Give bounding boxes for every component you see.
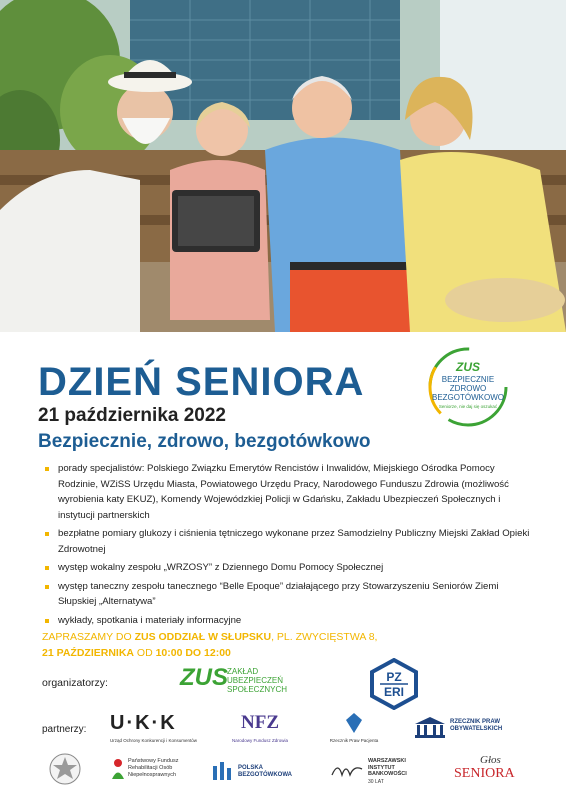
glos-seniora-logo	[454, 754, 524, 786]
zus-logo-mark: ZUS	[180, 664, 228, 691]
invite-text-1: ZAPRASZAMY DO	[42, 631, 135, 643]
zus-logo-name: ZAKŁAD UBEZPIECZEŃ SPOŁECZNYCH	[227, 667, 288, 694]
police-star-icon	[48, 752, 82, 786]
rpo-building-icon	[414, 716, 446, 738]
uokik-logo	[110, 712, 200, 746]
list-item: porady specjalistów: Polskiego Związku Emerytów Rencistów i Inwalidów, Miejskiego Ośrodka Pomocy Rodzinie, WZiSS Urzędu Miasta, Powiatowego Urzędu Pracy, Narodowego Funduszu Zdrowia (możliwość wyrobienia katy EKUZ), Komendy Wojewódzkiej Policji w Gdańsku, Zakładu Ubezpieczeń Społecznych i instytucji partnerskich	[42, 461, 532, 523]
list-item: wykłady, spotkania i materiały informacyjne	[42, 613, 532, 629]
rpp-logo	[326, 712, 382, 746]
pzeri-logo	[368, 658, 420, 715]
pfron-name: Państwowy Fundusz Rehabilitacji Osób Niepełnosprawnych	[128, 758, 179, 778]
invite-time: 10:00 DO 12:00	[155, 647, 231, 659]
polska-bezgotowkowa-logo	[212, 758, 302, 784]
rpo-name: RZECZNIK PRAW OBYWATELSKICH	[450, 719, 503, 732]
wib-signature-icon	[330, 759, 364, 781]
list-item: występ taneczny zespołu tanecznego “Belle Epoque” działającego przy Stowarzyszeniu Seniorów Ziemi Słupskiej „Alternatywa”	[42, 579, 532, 610]
invite-text-2: OD	[133, 647, 156, 659]
invite-date: 21 PAŹDZIERNIKA	[42, 647, 134, 659]
pb-name: POLSKA BEZGOTÓWKOWA	[238, 765, 292, 778]
pb-bars-icon	[212, 760, 234, 782]
invite-venue: ZUS ODDZIAŁ W SŁUPSKU	[134, 631, 272, 643]
badge-line-4: Seniorze, nie daj się oszukać	[438, 404, 498, 409]
list-item: bezpłatne pomiary glukozy i ciśnienia tętniczego wykonane przez Samodzielny Publiczny Miejski Zakład Opieki Zdrowotnej	[42, 526, 532, 557]
invitation	[42, 629, 522, 661]
hero-photo	[0, 0, 566, 332]
uokik-name: Urząd Ochrony Konkurencji i Konsumentów	[110, 738, 198, 743]
uokik-mark: U·K·K	[110, 712, 177, 734]
invite-address: , PL. ZWYCIĘSTWA 8,	[271, 631, 378, 643]
wib-name: WARSZAWSKI INSTYTUT BANKOWOŚCI	[368, 758, 407, 777]
pfron-emblem-icon	[110, 758, 126, 780]
event-date: 21 października 2022	[38, 405, 226, 426]
event-subtitle: Bezpiecznie, zdrowo, bezgotówkowo	[38, 431, 371, 452]
wib-years: 30 LAT	[368, 779, 384, 785]
program-list	[42, 461, 532, 631]
campaign-badge	[427, 346, 509, 428]
badge-line-1: BEZPIECZNIE	[441, 375, 495, 384]
pfron-logo	[110, 756, 210, 788]
list-item: występ wokalny zespołu „WRZOSY” z Dziennego Domu Pomocy Społecznej	[42, 560, 532, 576]
rpp-emblem-icon	[344, 712, 364, 734]
nfz-logo	[222, 712, 298, 746]
rpp-name: Rzecznik Praw Pacjenta	[329, 738, 379, 743]
partners-label: partnerzy:	[42, 724, 87, 735]
glos-bottom-text: SENIORA	[454, 766, 515, 781]
pzeri-top-text: PZ	[386, 670, 402, 684]
seniors-photo-illustration	[0, 0, 566, 332]
pzeri-bottom-text: ERI	[383, 685, 404, 699]
organizers-label: organizatorzy:	[42, 677, 108, 689]
rpo-logo	[414, 714, 534, 744]
badge-line-3: BEZGOTÓWKOWO	[432, 393, 504, 402]
badge-line-2: ZDROWO	[449, 384, 487, 393]
badge-brand: ZUS	[456, 360, 480, 374]
glos-top-text: Głos	[480, 754, 501, 766]
police-emblem	[48, 752, 82, 786]
nfz-mark: NFZ	[241, 712, 279, 733]
wib-logo	[330, 756, 430, 786]
nfz-name: Narodowy Fundusz Zdrowia	[231, 738, 289, 743]
pzeri-emblem-icon	[368, 658, 420, 710]
page-title: DZIEŃ SENIORA	[38, 360, 365, 404]
